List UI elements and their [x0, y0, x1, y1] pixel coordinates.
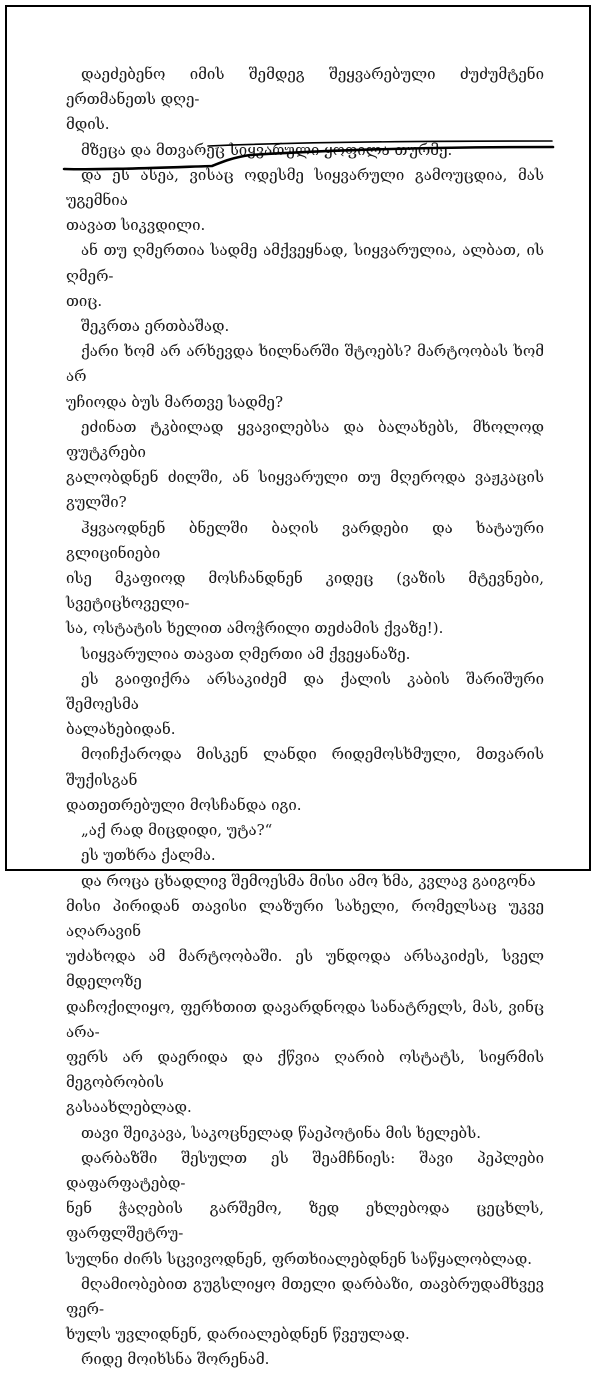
text-line: ჰყვაოდნენ ბნელში ბაღის ვარდები და ხატაური გლიცინიები [66, 518, 544, 562]
text-line: უჩიოდა ბუს მართვე სადმე? [66, 392, 283, 411]
text-line: სა, ოსტატის ხელით ამოჭრილი თეძამის ქვაზე!). [66, 619, 444, 638]
text-line: ხულს უვლიდნენ, დარიალებდნენ წვეულად. [66, 1325, 410, 1344]
text-line: ფერს არ დაერიდა და ქწვია ღარიბ ოსტატს, სიყრმის მეგობრობის [66, 1047, 544, 1092]
text-line: და ეს ასეა, ვისაც ოდესმე სიყვარული გამოუცდია, მას უგემნია [66, 165, 544, 210]
text-line: მდის. [66, 115, 110, 134]
text-line: მღამიობებით გუგსლიყო მთელი დარბაზი, თავბრუდამხვევ ფერ- [66, 1274, 544, 1318]
text-line: გასაახლებლად. [66, 1098, 192, 1117]
text-line: მოიჩქაროდა მისკენ ლანდი რიდემოსხმული, მთვარის შუქისგან [66, 745, 544, 789]
text-line: თიც. [66, 291, 103, 310]
text-line: დაეძებენო იმის შემდეგ შეყვარებული ძუძუმტენი ერთმანეთს დღე- [66, 65, 544, 109]
text-line: ეს უთხრა ქალმა. [81, 846, 216, 865]
text-line: მზეცა და მთვარეც სიყვარული ყოფილა თურმე. [81, 140, 453, 159]
text-line: თავათ სიკვდილი. [66, 216, 206, 235]
text-line: ეძინათ ტკბილად ყვავილებსა და ბალახებს, მხოლოდ ფუტკრები [66, 417, 544, 462]
text-line: ნენ ჭაღების გარშემო, ზედ ეხლებოდა ცეცხლს, ფარფლშეტრუ- [66, 1199, 544, 1243]
text-line: უძახოდა ამ მარტოობაში. ეს უნდოდა არსაკიძეს, სველ მდელოზე [66, 947, 544, 991]
text-line: გალობდნენ ძილში, ან სიყვარული თუ მღეროდა ვაჟკაცის გულში? [66, 468, 544, 512]
text-line: მისი პირიდან თავისი ლაზური სახელი, რომელსაც უკვე აღარავინ [66, 896, 544, 940]
text-line: ქარი ხომ არ არხევდა ხილნარში შტოებს? მარტოობას ხომ არ [66, 342, 544, 386]
text-line: შეკრთა ერთბაშად. [81, 317, 230, 336]
text-line: და როცა ცხადლივ შემოესმა მისი ამო ხმა, კვლავ გაიგონა [81, 871, 536, 890]
text-line: თავი შეიკავა, საკოცნელად წაეპოტინა მის ხელებს. [81, 1123, 481, 1142]
text-line: დათეთრებული მოსჩანდა იგი. [66, 795, 302, 814]
text-line: ან თუ ღმერთია სადმე ამქვეყნად, სიყვარულია, ალბათ, ის ღმერ- [66, 241, 544, 285]
text-line: „აქ რად მიცდიდი, უტა?“ [81, 821, 273, 840]
text-line: სულნი ძირს სცვივოდნენ, ფრთხიალებდნენ საწყალობლად. [66, 1249, 532, 1268]
text-line: სიყვარულია თავათ ღმერთი ამ ქვეყანაზე. [81, 644, 411, 663]
text-line: ეს გაიფიქრა არსაკიძემ და ქალის კაბის შარიშური შემოესმა [66, 669, 544, 714]
text-line: ბალახებიდან. [66, 720, 176, 739]
text-line: რიდე მოიხსნა შორენამ. [81, 1350, 270, 1369]
page-text [66, 62, 544, 1373]
text-line: ისე მკაფიოდ მოსჩანდნენ კიდეც (ვაზის მტევნები, სვეტიცხოველი- [66, 569, 544, 613]
text-line: დარბაზში შესულთ ეს შეამჩნიეს: შავი პეპლები დაფარფატებდ- [66, 1148, 544, 1192]
text-line: დაჩოქილიყო, ფერხთით დავარდნოდა სანატრელს, მას, ვინც არა- [66, 997, 544, 1041]
